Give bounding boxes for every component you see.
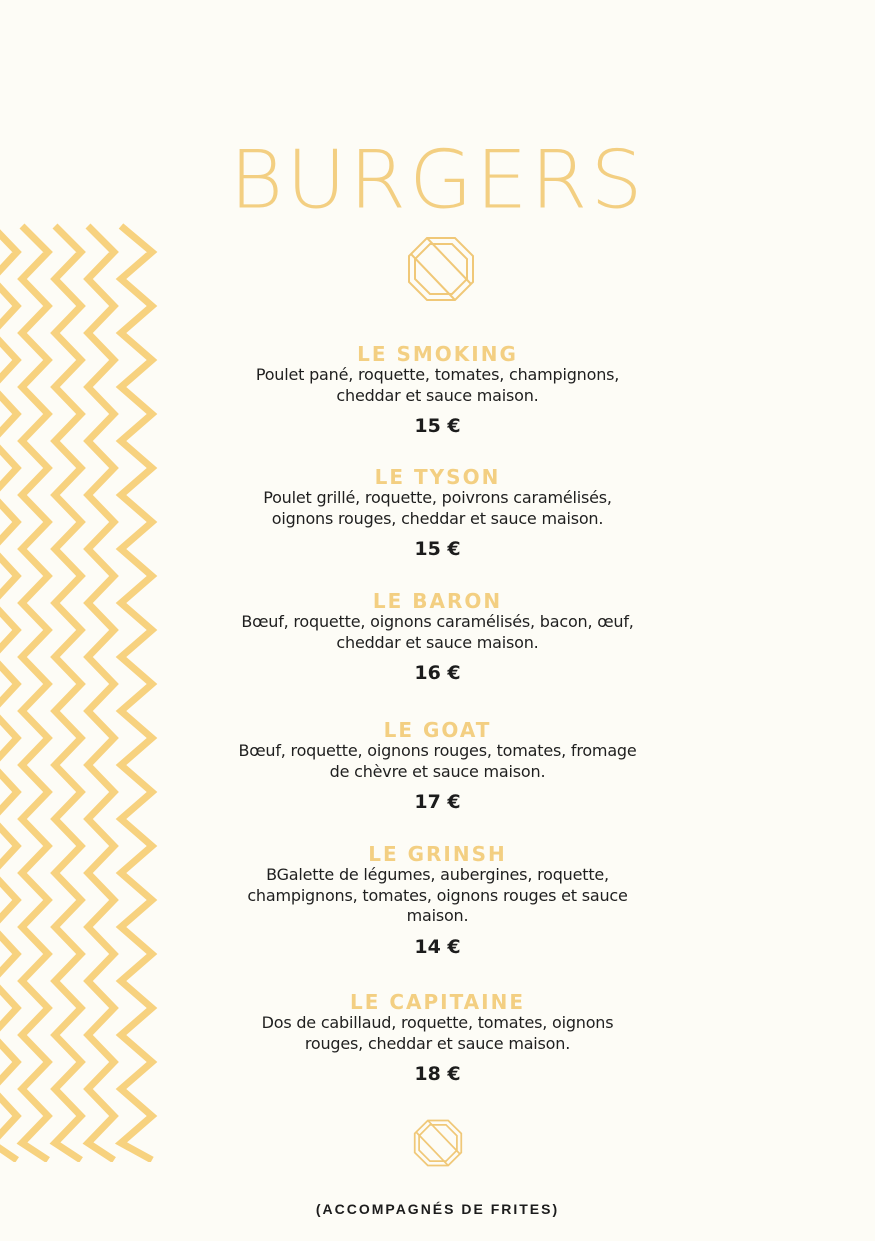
item-price: 17 € <box>414 791 461 813</box>
item-description <box>210 865 665 927</box>
menu-item <box>210 843 665 958</box>
zigzag-pattern-icon <box>0 222 160 1162</box>
item-description-line: cheddar et sauce maison. <box>336 632 539 652</box>
menu-item <box>210 343 665 437</box>
item-description-line: de chèvre et sauce maison. <box>329 761 546 781</box>
item-description-line: maison. <box>406 906 469 925</box>
item-description-line: oignons rouges, cheddar et sauce maison. <box>271 508 604 528</box>
octagon-icon <box>407 236 475 302</box>
menu-item <box>210 466 665 560</box>
item-description-line: Bœuf, roquette, oignons caramélisés, bacon, œuf, <box>241 612 634 631</box>
item-name: LE BARON <box>372 589 503 613</box>
item-description <box>210 741 665 782</box>
item-price: 15 € <box>414 538 461 560</box>
item-price: 18 € <box>414 1063 461 1085</box>
item-description-line: cheddar et sauce maison. <box>336 385 539 405</box>
item-name: LE TYSON <box>374 465 501 489</box>
item-name: LE CAPITAINE <box>349 990 526 1014</box>
item-price: 15 € <box>414 415 461 437</box>
item-description-line: rouges, cheddar et sauce maison. <box>304 1033 571 1053</box>
item-description <box>210 1013 665 1054</box>
item-description <box>210 365 665 406</box>
item-name: LE GRINSH <box>368 842 507 866</box>
menu-item <box>210 590 665 684</box>
item-description <box>210 488 665 529</box>
item-description-line: champignons, tomates, oignons rouges et sauce <box>247 885 628 905</box>
item-price: 14 € <box>414 935 461 958</box>
item-name: LE SMOKING <box>357 342 518 366</box>
item-name: LE GOAT <box>383 718 492 742</box>
footnote: (ACCOMPAGNÉS DE FRITES) <box>315 1201 560 1217</box>
item-description-line: BGalette de légumes, aubergines, roquette, <box>266 865 609 884</box>
item-price: 16 € <box>414 662 461 684</box>
page-title: BURGERS <box>229 133 646 228</box>
item-description-line: Poulet grillé, roquette, poivrons caramélisés, <box>263 488 612 507</box>
menu-item <box>210 991 665 1085</box>
menu-item <box>210 719 665 813</box>
item-description <box>210 612 665 653</box>
item-description-line: Poulet pané, roquette, tomates, champignons, <box>255 365 620 384</box>
item-description-line: Bœuf, roquette, oignons rouges, tomates, fromage <box>238 741 637 760</box>
octagon-icon <box>412 1119 464 1167</box>
item-description-line: Dos de cabillaud, roquette, tomates, oignons <box>261 1013 614 1032</box>
